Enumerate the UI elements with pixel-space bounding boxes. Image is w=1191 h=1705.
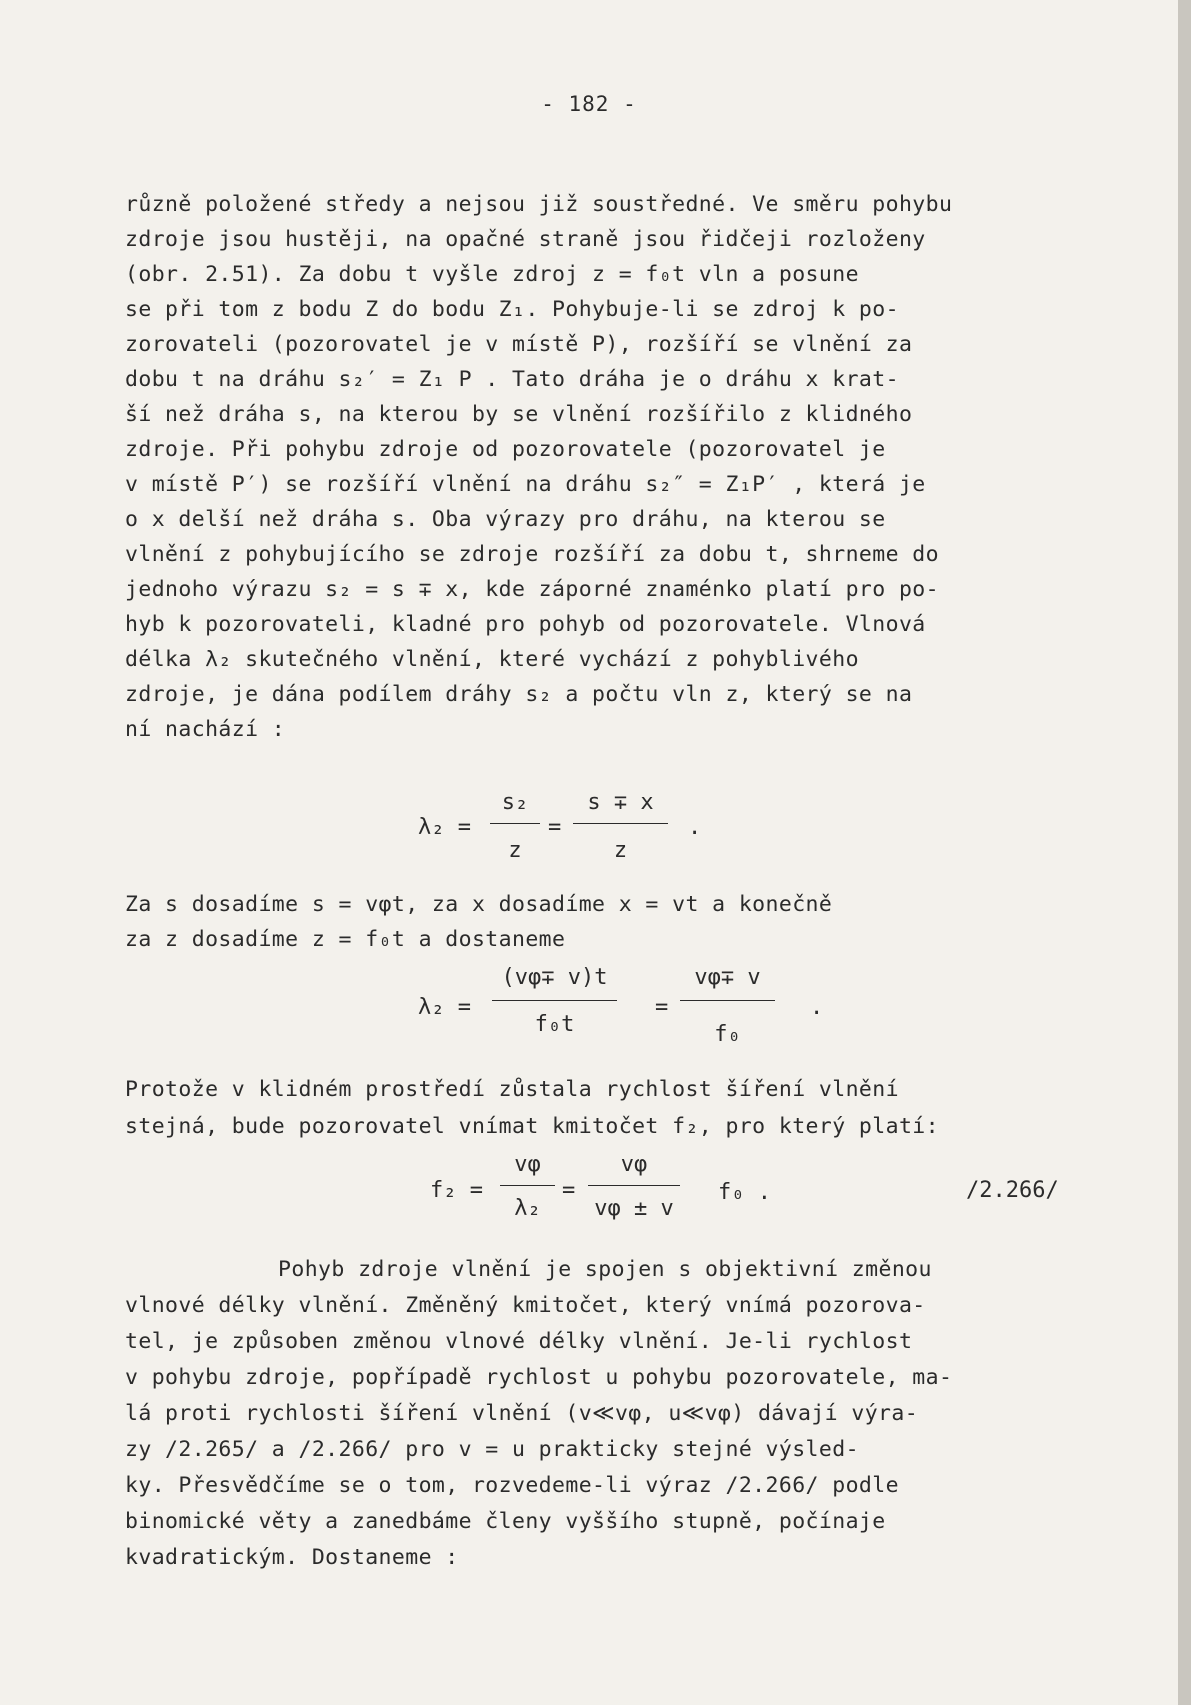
text-line: zy /2.265/ a /2.266/ pro v = u prakticky stejné výsled- — [125, 1437, 859, 1462]
text-line: (obr. 2.51). Za dobu t vyšle zdroj z = f₀t vln a posune — [125, 262, 859, 287]
fraction-denominator: λ₂ — [514, 1196, 541, 1221]
fraction-numerator: vφ∓ v — [694, 965, 761, 990]
text-line: zdroje. Při pohybu zdroje od pozorovatele (pozorovatel je — [125, 437, 886, 462]
equals-sign: = — [548, 815, 562, 840]
fraction-numerator: vφ — [514, 1152, 541, 1177]
equation-lhs: f₂ = — [430, 1178, 483, 1203]
text-line: Protože v klidném prostředí zůstala rychlost šíření vlnění — [125, 1077, 899, 1102]
text-line: binomické věty a zanedbáme členy vyššího stupně, počínaje — [125, 1509, 886, 1534]
equation-number: /2.266/ — [966, 1178, 1059, 1203]
text-line: v pohybu zdroje, popřípadě rychlost u pohybu pozorovatele, ma- — [125, 1365, 953, 1390]
fraction-numerator: vφ — [620, 1152, 648, 1177]
text-line: zdroje jsou hustěji, na opačné straně jsou řidčeji rozloženy — [125, 227, 926, 252]
equals-sign: = — [655, 995, 669, 1020]
equation-period: . — [688, 815, 702, 840]
text-line: stejná, bude pozorovatel vnímat kmitočet f₂, pro který platí: — [125, 1114, 939, 1139]
fraction-denominator: z — [508, 838, 522, 863]
text-line: Za s dosadíme s = vφt, za x dosadíme x = vt a konečně — [125, 892, 833, 917]
fraction-bar — [492, 1000, 617, 1001]
text-line: za z dosadíme z = f₀t a dostaneme — [125, 927, 566, 952]
fraction-numerator: s₂ — [501, 790, 529, 815]
text-line: o x delší než dráha s. Oba výrazy pro dráhu, na kterou se — [125, 507, 886, 532]
text-line: kvadratickým. Dostaneme : — [125, 1545, 459, 1570]
text-line: různě položené středy a nejsou již soustředné. Ve směru pohybu — [125, 192, 953, 217]
page-number: - 182 - — [541, 92, 637, 116]
text-line: tel, je způsoben změnou vlnové délky vlnění. Je-li rychlost — [125, 1329, 913, 1354]
text-line: zdroje, je dána podílem dráhy s₂ a počtu vln z, který se na — [125, 682, 913, 707]
text-line: ší než dráha s, na kterou by se vlnění rozšířilo z klidného — [125, 402, 913, 427]
fraction-bar — [680, 1000, 775, 1001]
fraction-bar — [588, 1185, 680, 1186]
fraction-denominator: f₀ — [714, 1022, 741, 1047]
text-line: vlnění z pohybujícího se zdroje rozšíří za dobu t, shrneme do — [125, 542, 939, 567]
text-line: hyb k pozorovateli, kladné pro pohyb od pozorovatele. Vlnová — [125, 612, 926, 637]
equation-tail: f₀ . — [718, 1180, 771, 1205]
text-line: dobu t na dráhu s₂′ = Z₁ P . Tato dráha je o dráhu x krat- — [125, 367, 899, 392]
fraction-bar — [573, 823, 668, 824]
equation-lhs: λ₂ = — [418, 995, 471, 1020]
text-line: jednoho výrazu s₂ = s ∓ x, kde záporné znaménko platí pro po- — [125, 577, 939, 602]
equals-sign: = — [562, 1178, 576, 1203]
fraction-bar — [490, 823, 540, 824]
fraction-numerator: (vφ∓ v)t — [501, 965, 608, 990]
text-line: zorovateli (pozorovatel je v místě P), rozšíří se vlnění za — [125, 332, 913, 357]
fraction-bar — [500, 1185, 555, 1186]
text-line: vlnové délky vlnění. Změněný kmitočet, který vnímá pozorova- — [125, 1293, 926, 1318]
text-line: se při tom z bodu Z do bodu Z₁. Pohybuje-li se zdroj k po- — [125, 297, 899, 322]
fraction-denominator: vφ ± v — [594, 1196, 674, 1221]
equation-lhs: λ₂ = — [418, 815, 471, 840]
text-line: v místě P′) se rozšíří vlnění na dráhu s₂″ = Z₁P′ , která je — [125, 472, 926, 497]
fraction-numerator: s ∓ x — [587, 790, 654, 815]
text-line: ní nachází : — [125, 717, 286, 742]
text-line: délka λ₂ skutečného vlnění, které vychází z pohyblivého — [125, 647, 859, 672]
fraction-denominator: z — [613, 838, 628, 863]
fraction-denominator: f₀t — [534, 1012, 575, 1037]
text-line: Pohyb zdroje vlnění je spojen s objektivní změnou — [278, 1257, 932, 1282]
text-line: ky. Přesvědčíme se o tom, rozvedeme-li výraz /2.266/ podle — [125, 1473, 899, 1498]
text-line: lá proti rychlosti šíření vlnění (v≪vφ, u≪vφ) dávají výra- — [125, 1401, 919, 1426]
equation-period: . — [810, 995, 824, 1020]
